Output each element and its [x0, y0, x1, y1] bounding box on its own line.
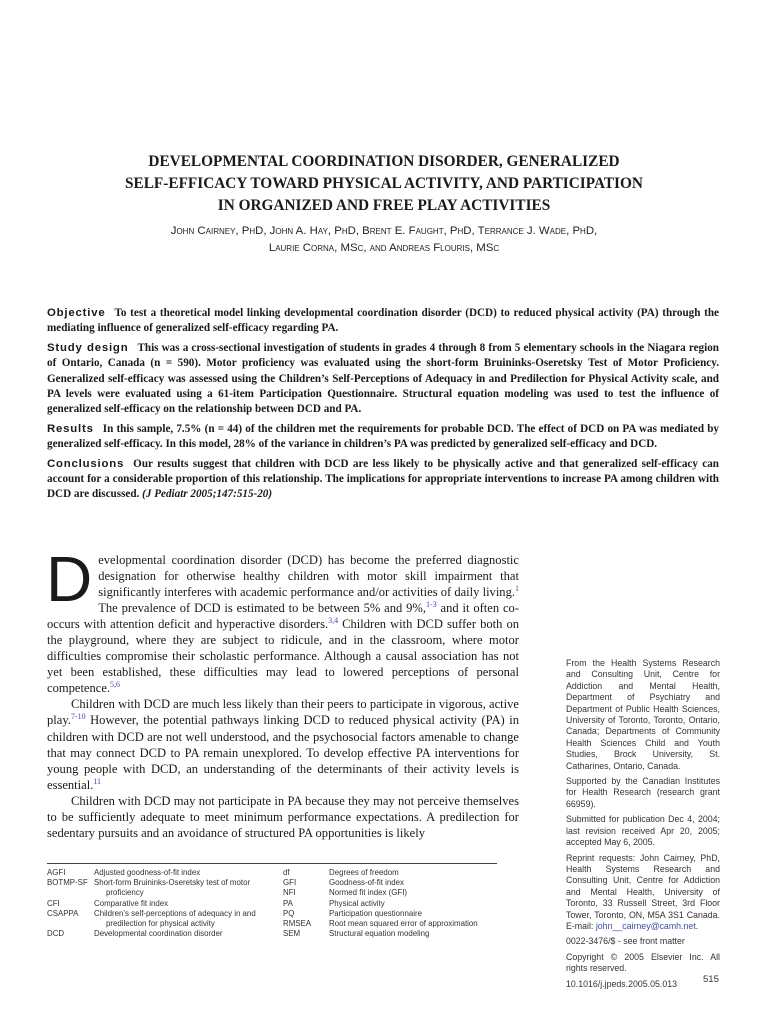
abbreviation-key: df [283, 868, 290, 877]
page-number: 515 [703, 974, 719, 985]
objective-label: Objective [47, 307, 106, 319]
abbreviation-text-continued: proficiency [106, 888, 144, 898]
doi-link[interactable]: 10.1016/j.jpeds.2005.05.013 [566, 978, 678, 989]
title-line: SELF-EFFICACY TOWARD PHYSICAL ACTIVITY, AND PARTICIPATION [125, 175, 643, 192]
body-paragraph [46, 543, 519, 696]
abbreviation-row [47, 909, 283, 929]
conclusions-label: Conclusions [47, 457, 125, 470]
abbreviation-value: Degrees of freedom [329, 868, 399, 877]
title-line: DEVELOPMENTAL COORDINATION DISORDER, GENERALIZED [148, 153, 620, 170]
article-info-sidebar [566, 658, 720, 994]
funding-note: Supported by the Canadian Institutes for Health Research (research grant 66959). [566, 776, 720, 809]
abbreviation-row [283, 929, 497, 939]
reprint-requests: Reprint requests: John Cairney, PhD, Health Systems Research and Consulting Unit, Centre for Addiction and Mental Health, University of Toronto, 33 Russell Street, 3rd Floor Tower, Toronto, ON, M5A 3S1 Canada. E-mail: john__cairney@camh.net. [566, 852, 720, 931]
author-line: John Cairney, PhD, John A. Hay, PhD, Brent E. Faught, PhD, Terrance J. Wade, PhD, [170, 225, 598, 237]
reference-link[interactable]: 3,4 [328, 616, 339, 626]
drop-cap: D [46, 543, 93, 615]
reference-link[interactable]: 1 [515, 583, 519, 593]
body-text-span: Children with DCD suffer both on the playground, where they are subject to ridicule, and in the classroom, where motor difficulties compromise their scholastic performance. Although a causal association has not yet been established, these difficulties may lead to lowered perceptions of personal competence. [47, 617, 519, 696]
conclusions-text: Our results suggest that children with DCD are less likely to be physically active and that generalized self-efficacy can account for a considerable proportion of this relationship. The implications for appropriate interventions to increase PA among children with DCD are discussed. [47, 457, 719, 501]
body-text-span: and it often co-occurs with attention deficit and hyperactive disorders. [47, 601, 519, 632]
abbreviation-key: GFI [283, 878, 297, 888]
abbreviation-text: Adjusted goodness-of-fit index [94, 868, 201, 877]
author-line: Laurie Corna, MSc, and Andreas Flouris, MSc [268, 242, 500, 254]
abbreviation-key: NFI [283, 888, 296, 898]
abbreviation-value: Physical activity [329, 898, 385, 908]
affiliation-note: From the Health Systems Research and Consulting Unit, Centre for Addiction and Mental Health, Department of Psychiatry and Department of Public Health Sciences, University of Toronto, Toronto, Ontario, Canada; Departments of Community Health Sciences Child and Youth Studies, Brock University, St. Catharines, Ontario, Canada. [566, 658, 720, 771]
abstract-conclusions [47, 457, 719, 503]
abbreviation-row [283, 868, 497, 878]
issn-note: 0022-3476/$ - see front matter [566, 936, 685, 947]
abbreviation-row [283, 899, 497, 909]
abbreviation-text: Developmental coordination disorder [94, 929, 223, 939]
body-paragraph [47, 696, 519, 792]
abbreviation-row [283, 919, 497, 929]
abbreviations-left-column [47, 868, 283, 939]
results-text: In this sample, 7.5% (n = 44) of the children met the requirements for probable DCD. The effect of DCD on PA was mediated by generalized self-efficacy. In this model, 28% of the variance in children’s PA was predicted by generalized self-efficacy and DCD. [47, 422, 719, 451]
reference-link[interactable]: 5,6 [110, 680, 121, 690]
abbreviation-value [94, 868, 264, 878]
abbreviation-row [47, 929, 283, 939]
body-text-span: evelopmental coordination disorder (DCD) has become the preferred diagnostic designation for otherwise healthy children with motor skill impairment that significantly interferes with academic performance and/or activities of daily living. [98, 553, 519, 600]
abbreviation-row [47, 899, 283, 909]
abbreviation-value: Normed fit index (GFI) [329, 888, 408, 898]
abbreviation-key: CSAPPA [47, 908, 79, 918]
body-paragraph: Children with DCD may not participate in PA because they may not perceive themselves to be sufficiently adequate to meet minimum performance expectations. A predilection for sedentary pursuits and an avoidance of structured PA opportunities is likely [47, 793, 519, 840]
abstract-objective [47, 306, 719, 337]
reference-link[interactable]: 7-10 [70, 712, 86, 722]
abstract [47, 306, 719, 507]
abbreviation-key: SEM [283, 929, 301, 939]
reference-link[interactable]: 11 [93, 776, 102, 786]
abbreviation-value [94, 878, 264, 898]
abbreviation-key: PA [283, 898, 293, 908]
results-label: Results [47, 422, 94, 435]
submission-dates: Submitted for publication Dec 4, 2004; last revision received Apr 20, 2005; accepted May 6, 2005. [566, 814, 720, 848]
title-line: IN ORGANIZED AND FREE PLAY ACTIVITIES [217, 197, 551, 214]
body-text-span: Children with DCD are much less likely than their peers to participate in vigorous, active play. [47, 697, 519, 728]
abbreviation-key: RMSEA [283, 919, 312, 929]
abbreviation-key: BOTMP-SF [47, 878, 88, 888]
abbreviations-box [47, 863, 497, 939]
objective-text: To test a theoretical model linking developmental coordination disorder (DCD) to reduced physical activity (PA) through the mediating influence of generalized self-efficacy regarding PA. [47, 307, 719, 335]
abbreviation-value [94, 899, 264, 909]
abbreviation-row [283, 909, 497, 919]
abbreviation-key: PQ [283, 908, 295, 918]
reference-link[interactable]: 1-3 [426, 599, 437, 609]
abstract-results [47, 422, 719, 453]
abbreviation-row [47, 878, 283, 898]
reprint-text: Reprint requests: John Cairney, PhD, Health Systems Research and Consulting Unit, Centre for Addiction and Mental Health, University of Toronto, 33 Russell Street, 3rd Floor Tower, Toronto, ON, M5A 3S1 Canada. E-mail: [566, 852, 720, 931]
abbreviation-text: Short-form Bruininks-Oseretsky test of motor [94, 878, 251, 888]
body-text-span: However, the potential pathways linking DCD to reduced physical activity (PA) in children with DCD are not well understood, and the psychosocial factors amenable to change that may connect DCD to PA remain unexplored. To develop effective PA interventions for young people with DCD, an understanding of the determinants of their activity levels is essential. [47, 713, 519, 792]
email-link[interactable]: john__cairney@camh.net [595, 920, 696, 931]
abbreviation-value: Participation questionnaire [329, 908, 422, 918]
abbreviation-value [94, 909, 264, 929]
abbreviation-text: Children’s self-perceptions of adequacy in and [94, 908, 256, 918]
abbreviation-key: CFI [47, 898, 60, 908]
author-list [60, 223, 708, 257]
abbreviation-value [94, 929, 264, 939]
abbreviation-row [283, 878, 497, 888]
body-text [46, 543, 519, 841]
abbreviation-row [283, 888, 497, 898]
copyright-note: Copyright © 2005 Elsevier Inc. All rights reserved. [566, 951, 720, 974]
journal-citation: (J Pediatr 2005;147:515-20) [142, 488, 273, 501]
abbreviation-key: DCD [47, 929, 65, 939]
abbreviation-text: Comparative fit index [94, 898, 169, 908]
abbreviations-right-column [283, 868, 497, 939]
study-design-label: Study design [47, 341, 129, 354]
article-title [60, 151, 708, 217]
study-design-text: This was a cross-sectional investigation of students in grades 4 through 8 from 5 elementary schools in the Niagara region of Ontario, Canada (n = 590). Motor proficiency was evaluated using the short-form Bruininks-Oseretsky Test of Motor Proficiency. Generalized self-efficacy was assessed using the Children’s Self-Perceptions of Adequacy in and Predilection for Physical Activity scale, and PA levels were evaluated using a 61-item Participation Questionnaire. Structural equation modeling was used to test the influence of generalized self-efficacy on the relationship between DCD and PA. [47, 341, 719, 416]
abbreviation-value: Structural equation modeling [329, 929, 430, 939]
abbreviation-value: Goodness-of-fit index [329, 878, 404, 888]
abstract-study-design [47, 341, 719, 418]
abbreviation-value: Root mean squared error of approximation [329, 919, 478, 929]
abbreviation-text-continued: predilection for physical activity [106, 919, 215, 929]
abbreviation-row [47, 868, 283, 878]
body-text-span: The prevalence of DCD is estimated to be between 5% and 9%, [98, 601, 426, 616]
abbreviation-key: AGFI [47, 868, 66, 877]
